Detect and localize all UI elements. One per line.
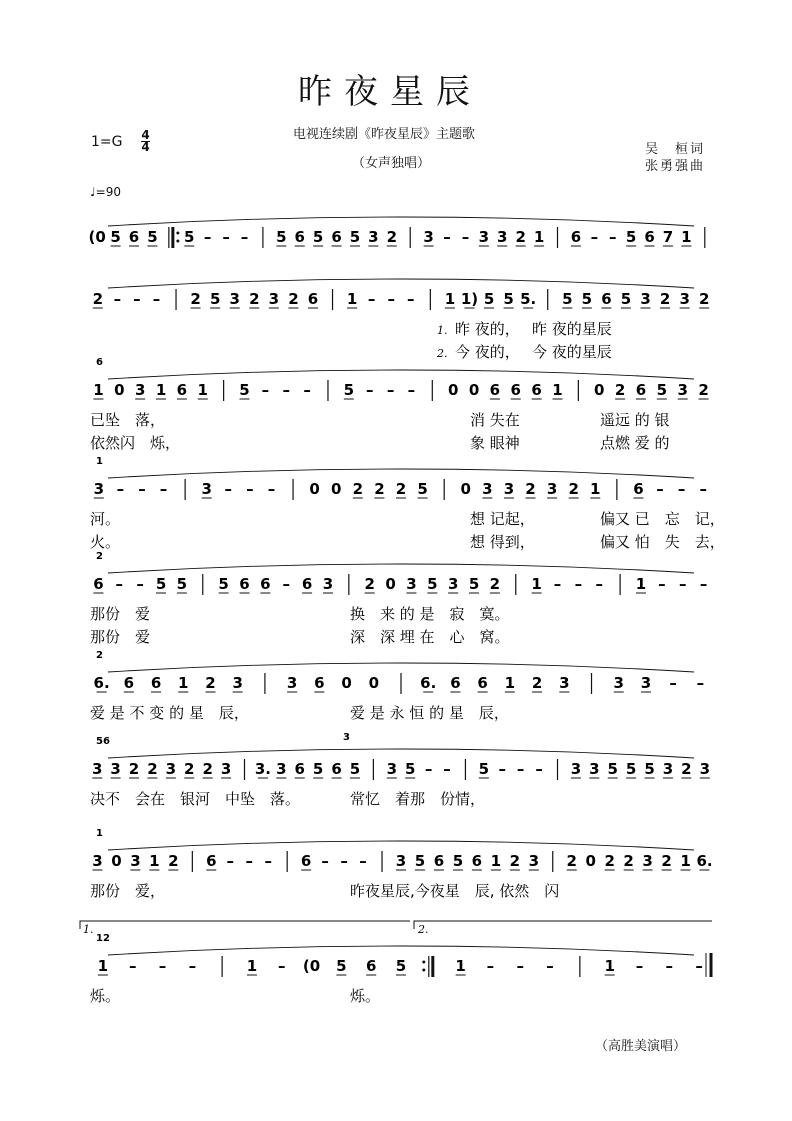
note: (0 <box>302 957 321 975</box>
lyric-line: 河。 <box>90 510 121 528</box>
note: 5 <box>209 290 221 308</box>
note: 5 <box>343 381 355 399</box>
note: – <box>386 381 395 399</box>
note: – <box>246 480 254 498</box>
song-title: 昨夜星辰 <box>298 72 482 112</box>
note: 6 <box>531 381 542 399</box>
note: 2 <box>168 852 179 870</box>
lyric-line: 爱 是 不 变 的 星 辰， <box>90 704 249 722</box>
slur <box>108 564 694 573</box>
note: – <box>340 852 348 870</box>
note: 1 <box>455 957 466 975</box>
note: 6 <box>635 381 647 399</box>
note: – <box>359 852 367 870</box>
note: 1 <box>635 575 647 593</box>
note: 3 <box>165 760 177 778</box>
note: 2 <box>190 290 201 308</box>
note: 5 <box>581 290 593 308</box>
grace-note-marker: 6 <box>96 357 103 368</box>
note: 5 <box>620 290 632 308</box>
note: 2 <box>614 381 626 399</box>
note: – <box>553 575 562 593</box>
note: 2 <box>395 480 407 498</box>
note: 2 <box>509 852 521 870</box>
note: 3 <box>232 674 243 692</box>
note: – <box>240 228 249 246</box>
grace-note-marker: 1 <box>96 828 103 839</box>
note: – <box>658 575 666 593</box>
note: – <box>116 480 125 498</box>
note: 5 <box>483 290 495 308</box>
lyric-line: 那份 爱 <box>90 605 151 623</box>
note: – <box>656 480 664 498</box>
note: – <box>546 957 554 975</box>
note: 2 <box>623 852 634 870</box>
note: 6 <box>644 228 655 246</box>
slur <box>108 946 694 955</box>
note: 2 <box>531 674 543 692</box>
lyricist-credit: 吴 桓词 <box>645 142 706 157</box>
note: – <box>222 228 230 246</box>
note: 0 <box>309 480 320 498</box>
note: 3 <box>386 760 398 778</box>
lyric-line: 偏又 怕 失 去， <box>600 533 725 551</box>
note: – <box>188 957 197 975</box>
note: – <box>264 852 272 870</box>
note: 5 <box>427 575 438 593</box>
note: 3 <box>589 760 600 778</box>
note: (0 <box>88 228 106 246</box>
subtitle: 电视连续剧《昨夜星辰》主题歌 <box>293 127 476 142</box>
note: 1 <box>178 674 189 692</box>
note: 3 <box>640 674 652 692</box>
note: – <box>365 381 374 399</box>
repeat-dot <box>176 232 179 235</box>
note: 2 <box>288 290 299 308</box>
slur <box>108 469 694 478</box>
note: 6 <box>123 674 135 692</box>
note: 5 <box>625 228 637 246</box>
note: 5 <box>276 228 287 246</box>
repeat-dot <box>176 240 179 243</box>
lyric-line: 遥远 的 银 <box>600 411 670 429</box>
lyric-line: 换 来 的 是 寂 寞。 <box>350 605 510 623</box>
note: 3 <box>482 480 493 498</box>
lyric-line: 昨夜星辰,今夜星 辰, 依然 闪 <box>350 882 560 900</box>
note: 5 <box>468 575 480 593</box>
note: – <box>696 674 705 692</box>
note: 2 <box>205 674 216 692</box>
note: 0 <box>585 852 596 870</box>
note: 3 <box>368 228 379 246</box>
tempo-marking: ♩=90 <box>90 185 121 199</box>
note: 3 <box>559 674 570 692</box>
note: 5 <box>176 575 188 593</box>
note: – <box>224 480 233 498</box>
note: – <box>516 957 524 975</box>
note: 0 <box>341 674 352 692</box>
note: – <box>138 480 146 498</box>
note: 5 <box>349 760 361 778</box>
note: 6 <box>433 852 445 870</box>
note: 0 <box>447 381 459 399</box>
slur <box>108 279 694 288</box>
lyric-line: 点燃 爱 的 <box>600 434 670 452</box>
note: – <box>635 957 644 975</box>
lyric-line: 想 记起， <box>470 510 535 528</box>
note: 5 <box>404 760 416 778</box>
note: 6 <box>176 381 188 399</box>
note: 3 <box>447 575 459 593</box>
note: – <box>278 957 286 975</box>
note: 5 <box>644 760 655 778</box>
lyric-line: 依然闪 烁， <box>90 434 181 452</box>
note: – <box>608 228 617 246</box>
note: – <box>158 957 167 975</box>
note: 5 <box>395 957 407 975</box>
note: 5 <box>478 760 490 778</box>
note: 3 <box>679 290 690 308</box>
note: 3 <box>110 760 121 778</box>
note: 1 <box>149 852 160 870</box>
note: 6 <box>294 228 305 246</box>
note: 0 <box>331 480 342 498</box>
note: 3 <box>91 760 103 778</box>
note: 2 <box>386 228 398 246</box>
note: 2 <box>568 480 579 498</box>
note: 5 <box>349 228 361 246</box>
note: 5 <box>218 575 229 593</box>
grace-note-marker: 12 <box>96 933 110 944</box>
note: 3 <box>423 228 434 246</box>
note: 2 <box>352 480 364 498</box>
slur <box>108 663 694 672</box>
note: 6 <box>314 674 325 692</box>
note: 1 <box>346 290 358 308</box>
note: – <box>113 290 122 308</box>
note: 3 <box>503 480 515 498</box>
note: – <box>424 760 433 778</box>
note: 3 <box>201 480 212 498</box>
note: 2 <box>374 480 385 498</box>
note: – <box>159 480 168 498</box>
lyric-line: 决不 会在 银河 中坠 落。 <box>90 790 301 808</box>
performer-credit: （高胜美演唱） <box>595 1039 687 1054</box>
note: 0 <box>368 674 380 692</box>
note: 5 <box>414 852 426 870</box>
note: 5 <box>110 228 121 246</box>
note: 5 <box>452 852 464 870</box>
note: – <box>203 228 212 246</box>
slur <box>108 841 694 850</box>
note: 5 <box>184 228 195 246</box>
note: 3 <box>286 674 298 692</box>
note: – <box>367 290 376 308</box>
key-signature: 1=G <box>91 134 123 150</box>
note: 6 <box>570 228 582 246</box>
note: 6 <box>601 290 612 308</box>
note: 6 <box>331 760 342 778</box>
note: 3 <box>640 290 651 308</box>
grace-note-marker: 1 <box>96 456 103 467</box>
note: 0 <box>594 381 605 399</box>
triplet-marker: 3 <box>343 732 350 743</box>
note: – <box>261 381 270 399</box>
note: 5 <box>155 575 167 593</box>
note: – <box>128 957 137 975</box>
ending-label-2: 2. <box>418 923 429 936</box>
note: 2 <box>128 760 140 778</box>
lyric-line: 爱 是 永 恒 的 星 辰， <box>350 704 509 722</box>
note: – <box>461 228 470 246</box>
note: 6 <box>301 575 313 593</box>
note: 2 <box>202 760 213 778</box>
lyric-line: 烁。 <box>350 987 381 1005</box>
note: – <box>407 290 415 308</box>
note: 1 <box>533 228 545 246</box>
time-top: 4 <box>141 128 150 142</box>
note: 3 <box>134 381 146 399</box>
lyric-line: 那份 爱 <box>90 628 151 646</box>
note: – <box>152 290 161 308</box>
note: 6. <box>93 674 110 692</box>
note: – <box>321 852 329 870</box>
note: 1 <box>197 381 208 399</box>
repeat-dot <box>422 961 425 964</box>
note: 6 <box>294 760 305 778</box>
note: 6 <box>489 381 501 399</box>
note: 1 <box>97 957 109 975</box>
note: 2 <box>698 381 709 399</box>
note: 6 <box>93 575 104 593</box>
time-bottom: 4 <box>141 140 150 154</box>
note: – <box>267 480 276 498</box>
note: 0 <box>460 480 471 498</box>
note: 1 <box>680 852 691 870</box>
note: 3 <box>662 760 674 778</box>
note: 5 <box>417 480 428 498</box>
note: – <box>443 228 451 246</box>
note: 6 <box>633 480 644 498</box>
note: 3 <box>528 852 540 870</box>
note: 3 <box>497 228 508 246</box>
note: 6 <box>128 228 140 246</box>
note: 6. <box>696 852 713 870</box>
note: 3 <box>406 575 417 593</box>
note: 1 <box>490 852 502 870</box>
note: 6. <box>420 674 437 692</box>
lyric-line: 深 深 埋 在 心 窝。 <box>350 628 510 646</box>
note: 3 <box>677 381 688 399</box>
lyric-line: 昨 夜的， 昨 夜的星辰 <box>455 320 612 338</box>
note: – <box>486 957 495 975</box>
note: 3 <box>92 852 103 870</box>
note: – <box>699 575 708 593</box>
note: 2 <box>147 760 158 778</box>
note: – <box>136 575 144 593</box>
note: 5 <box>607 760 618 778</box>
note: 1 <box>590 480 601 498</box>
grace-note-marker: 2 <box>96 551 103 562</box>
note: – <box>535 760 543 778</box>
note: 2 <box>681 760 692 778</box>
note: 6 <box>365 957 377 975</box>
note: 3 <box>478 228 490 246</box>
note: 5 <box>503 290 514 308</box>
note: – <box>695 957 703 975</box>
note: 2 <box>604 852 615 870</box>
note: 2 <box>515 228 526 246</box>
note: – <box>595 575 603 593</box>
note: – <box>407 381 416 399</box>
note: – <box>133 290 141 308</box>
note: 2 <box>249 290 260 308</box>
note: 1 <box>604 957 615 975</box>
note: 5. <box>520 290 537 308</box>
note: – <box>498 760 507 778</box>
note: 1 <box>552 381 563 399</box>
note: 3 <box>268 290 280 308</box>
note: 2 <box>92 290 103 308</box>
slur <box>108 217 694 226</box>
ending-bracket-2 <box>414 921 712 929</box>
note: 1 <box>444 290 456 308</box>
note: 5 <box>562 290 573 308</box>
note: – <box>303 381 311 399</box>
slur <box>108 370 694 379</box>
note: 5 <box>312 228 324 246</box>
note: 3 <box>570 760 582 778</box>
repeat-dot <box>422 969 425 972</box>
note: 6 <box>239 575 250 593</box>
note: 3 <box>276 760 287 778</box>
note: 2 <box>184 760 195 778</box>
note: 6 <box>150 674 162 692</box>
note: 1 <box>504 674 516 692</box>
note: 6 <box>331 228 342 246</box>
note: 0 <box>111 852 122 870</box>
note: 3. <box>254 760 271 778</box>
composer-credit: 张勇强曲 <box>645 159 706 174</box>
note: 3 <box>613 674 624 692</box>
note: 3 <box>220 760 232 778</box>
lyric-line: 已坠 落， <box>90 411 166 429</box>
note: – <box>590 228 599 246</box>
lyric-line: 偏又 已 忘 记， <box>600 510 725 528</box>
note: 2 <box>364 575 375 593</box>
ending-label-1: 1. <box>83 923 94 936</box>
note: 6 <box>450 674 461 692</box>
note: 6 <box>471 852 483 870</box>
note: – <box>226 852 235 870</box>
note: – <box>443 760 451 778</box>
lyric-line: 想 得到， <box>470 533 535 551</box>
verse-marker: 2. <box>437 347 448 360</box>
note: 3 <box>229 290 240 308</box>
note: 6 <box>477 674 488 692</box>
note: 5 <box>656 381 668 399</box>
grace-note-marker: 56 <box>96 736 110 747</box>
note: 2 <box>489 575 501 593</box>
note: 3 <box>699 760 711 778</box>
verse-marker: 1. <box>437 324 448 337</box>
note: – <box>699 480 707 498</box>
note: – <box>516 760 525 778</box>
lyric-line: 烁。 <box>90 987 121 1005</box>
note: 1 <box>93 381 104 399</box>
note: 2 <box>661 852 672 870</box>
note: 2 <box>566 852 577 870</box>
lyric-line: 常忆 着那 份情， <box>350 790 486 808</box>
note: 6 <box>206 852 217 870</box>
note: 5 <box>312 760 324 778</box>
lyric-line: 火。 <box>90 533 121 551</box>
note: 0 <box>385 575 396 593</box>
note: 3 <box>322 575 334 593</box>
note: 1 <box>681 228 692 246</box>
note: 1 <box>246 957 258 975</box>
lyric-line: 今 夜的， 今 夜的星辰 <box>455 343 612 361</box>
grace-note-marker: 2 <box>96 650 103 661</box>
note: 5 <box>147 228 158 246</box>
note: 2 <box>659 290 671 308</box>
note: – <box>665 957 674 975</box>
note: – <box>574 575 583 593</box>
note: 6 <box>510 381 521 399</box>
note: – <box>282 381 290 399</box>
slur <box>108 749 694 758</box>
note: 5 <box>336 957 347 975</box>
note: 3 <box>642 852 653 870</box>
note: 6 <box>300 852 312 870</box>
ending-bracket-1 <box>80 921 410 929</box>
note: – <box>282 575 290 593</box>
note: – <box>678 575 687 593</box>
note: 5 <box>239 381 250 399</box>
note: 7 <box>662 228 674 246</box>
note: 1) <box>460 290 479 308</box>
note: 1 <box>531 575 542 593</box>
note: 0 <box>114 381 125 399</box>
note: 5 <box>625 760 637 778</box>
note: – <box>677 480 686 498</box>
note: 2 <box>699 290 710 308</box>
lyric-line: 消 失在 <box>470 411 520 429</box>
lyric-line: 那份 爱， <box>90 882 166 900</box>
note: 3 <box>546 480 558 498</box>
note: 0 <box>468 381 480 399</box>
note: 6 <box>260 575 271 593</box>
note: 6 <box>307 290 319 308</box>
note: – <box>387 290 395 308</box>
voice-type: （女声独唱） <box>352 156 431 171</box>
note: 2 <box>525 480 536 498</box>
note: – <box>245 852 253 870</box>
note: 3 <box>93 480 105 498</box>
note: – <box>115 575 124 593</box>
note: 3 <box>130 852 141 870</box>
note: 1 <box>155 381 167 399</box>
lyric-line: 象 眼神 <box>470 434 520 452</box>
note: 3 <box>395 852 407 870</box>
note: – <box>669 674 677 692</box>
